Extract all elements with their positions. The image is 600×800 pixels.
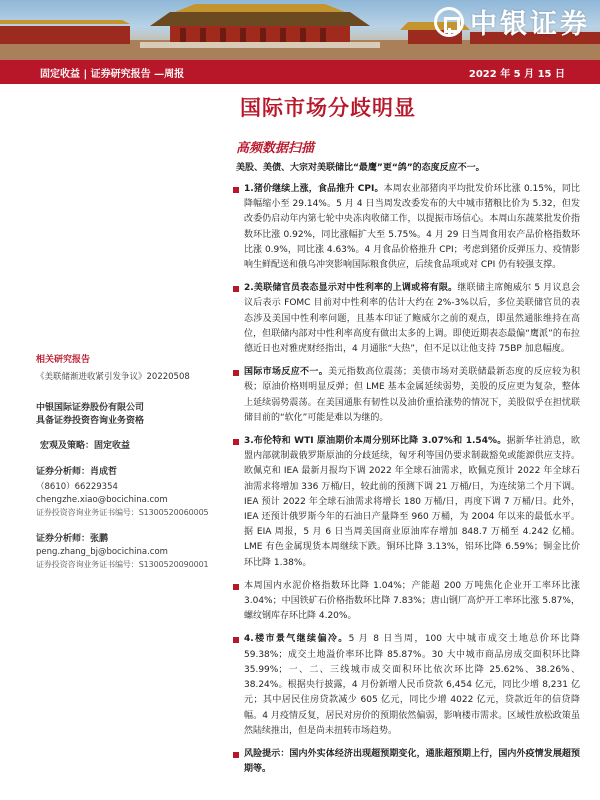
bullet-lead: 2.美联储官员表态显示对中性利率的上调或将有限。 xyxy=(244,283,458,294)
analyst-2-name: 证券分析师：张鹏 xyxy=(36,534,109,544)
bullet-item xyxy=(228,182,580,273)
bullet-lead: 国际市场反应不一。 xyxy=(244,367,329,378)
bullet-text: 本周国内水泥价格指数环比降 1.04%；产能超 200 万吨焦化企业开工率环比涨 3.04%；中国铁矿石价格指数环比降 7.83%；唐山钢厂高炉开工率环比涨 5.87%，螺纹钢库存环比降 4.20%。 xyxy=(244,580,580,622)
risk-warning xyxy=(228,747,580,777)
analyst-1-name: 证券分析师：肖成哲 xyxy=(36,467,118,477)
bullet-text: 本周农业部猪肉平均批发价环比涨 0.15%，同比降幅缩小至 29.14%。5 月 4 日当周发改委发布的大中城市猪粮比价为 5.32，但发改委仍启动年内第七轮中央冻肉收储工作，以提振市场信心。本周山东蔬菜批发价指数环比涨 0.92%，同比涨幅扩大至 5.75%。4 月 29 日当周食用农产品价格指数环比涨 0.9%，同比涨 4.63%。4 月食品价格推升 CPI；考虑到猪价反弹压力、疫情影响生鲜配送和俄乌冲突影响国际粮食供应，后续食品项或对 CPI 仍有较强支撑。 xyxy=(244,184,580,271)
bullet-marker-icon xyxy=(233,584,239,590)
related-report-link[interactable]: 《美联储渐进收紧引发争议》20220508 xyxy=(36,372,190,382)
lead-summary: 美股、美债、大宗对美联储比“最鹰”更“鸽”的态度反应不一。 xyxy=(236,163,485,173)
report-category-bar xyxy=(0,60,600,84)
bullet-marker-icon xyxy=(233,752,239,758)
analyst-1 xyxy=(36,464,226,518)
bullet-text: 5 月 8 日当周，100 大中城市成交土地总价环比降 59.38%；成交土地溢价率环比降 85.87%。30 大中城市商品房成交面积环比降 35.99%；一、二、三线城市成交面积环比依次环比降 25.62%、38.26%、38.24%。根据央行披露，4 月份新增人民币贷款 6,454 亿元，同比少增 8,231 亿元；其中居民住房贷款减少 605 亿元，同比少增 4022 亿元，贷款近年的信贷降幅。4 月疫情反复，居民对房价的预期依然偏弱，影响楼市需求。区域性放松政策虽然陆续推出，但是尚未扭转市场趋势。 xyxy=(244,634,581,736)
report-category: 固定收益 | 证券研究报告 —周报 xyxy=(40,69,185,80)
bullet-lead: 4.楼市景气继续偏冷。 xyxy=(244,634,349,645)
risk-warning-text: 风险提示：国内外实体经济出现超预期变化，通胀超预期上行，国内外疫情发展超预期等。 xyxy=(244,748,580,775)
bullet-item xyxy=(228,281,580,357)
bullet-lead: 3.布伦特和 WTI 原油期价本周分别环比降 3.07%和 1.54%。 xyxy=(244,436,507,447)
bullet-item xyxy=(228,365,580,426)
analyst-1-cert: 证券投资咨询业务证书编号：S1300520060005 xyxy=(36,508,209,517)
report-date: 2022 年 5 月 15 日 xyxy=(468,69,565,80)
bullet-marker-icon xyxy=(233,286,239,292)
analyst-1-phone: （8610）66229354 xyxy=(36,482,118,492)
bullet-marker-icon xyxy=(233,187,239,193)
bullet-item xyxy=(228,434,580,571)
bank-logo-icon xyxy=(434,7,464,37)
related-research-heading: 相关研究报告 xyxy=(36,355,91,365)
analyst-2-email[interactable]: peng.zhang_bj@bocichina.com xyxy=(36,547,168,557)
report-body xyxy=(228,182,580,785)
company-logo xyxy=(434,2,590,41)
company-qualification: 具备证券投资咨询业务资格 xyxy=(36,416,145,426)
bullet-text: 据新华社消息，欧盟内部就制裁俄罗斯原油的分歧延续，匈牙利等国仍要求制裁豁免或能源供应支持。欧佩克和 IEA 最新月报均下调 2022 年全球石油需求，欧佩克预计 2022 年全球石油需求将增加 336 万桶/日，较此前的预测下调 21 万桶/日，为连续第二个月下调。IEA 预计 2022 年全球石油需求将增长 180 万桶/日，再度下调 7 万桶/日。此外，IEA 还预计俄罗斯今年的石油日产量降至 960 万桶，为 2004 年以来的最低水平。据 EIA 周报，5 月 6 日当周美国商业原油库存增加 848.7 万桶至 4.242 亿桶。LME 有色金属现货本周继续下跌。铜环比降 3.13%，铝环比降 6.59%；铜金比价环比降 1.38%。 xyxy=(244,436,580,568)
analyst-2 xyxy=(36,531,226,570)
sidebar xyxy=(36,352,226,570)
header-banner xyxy=(0,0,600,60)
company-info xyxy=(36,402,226,428)
analyst-1-email[interactable]: chengzhe.xiao@bocichina.com xyxy=(36,495,168,505)
bullet-item xyxy=(228,579,580,625)
logo-text: 中银证券 xyxy=(470,9,590,40)
bullet-text: 美元指数高位震荡；美债市场对美联储最新态度的反应较为积极；原油价格则明显反弹；但 LME 基本金属延续弱势，美股的反应更为复杂，整体上延续弱势震荡。在美国通胀有韧性以及油价重拾涨势的情况下，美股似乎在担忧联储目前的“软化”可能是难以为继的。 xyxy=(244,367,580,423)
bullet-marker-icon xyxy=(233,439,239,445)
page-title: 国际市场分歧明显 xyxy=(240,96,416,120)
macro-strategy-label: 宏观及策略：固定收益 xyxy=(40,441,131,451)
page-subtitle: 高频数据扫描 xyxy=(236,141,315,156)
bullet-item xyxy=(228,632,580,738)
bullet-lead: 1.猪价继续上涨，食品推升 CPI。 xyxy=(244,184,384,194)
analyst-2-cert: 证券投资咨询业务证书编号：S1300520090001 xyxy=(36,560,209,569)
bullet-text: 继联储主席鲍威尔 5 月议息会议后表示 FOMC 目前对中性利率的估计大约在 2%-3%以后，多位美联储官员的表态涉及美国中性利率问题，且基本印证了鲍威尔之前的观点，即虽然通胀维持在高位，但联储内部对中性利率高度有做出太多的上调。即使近期表态最偏“鹰派”的布拉德近日也对雅虎财经指出，4 月通胀“大热”，但不足以让他支持 75BP 加息幅度。 xyxy=(244,283,580,355)
bullet-marker-icon xyxy=(233,637,239,643)
company-name: 中银国际证券股份有限公司 xyxy=(36,403,145,413)
bullet-marker-icon xyxy=(233,370,239,376)
